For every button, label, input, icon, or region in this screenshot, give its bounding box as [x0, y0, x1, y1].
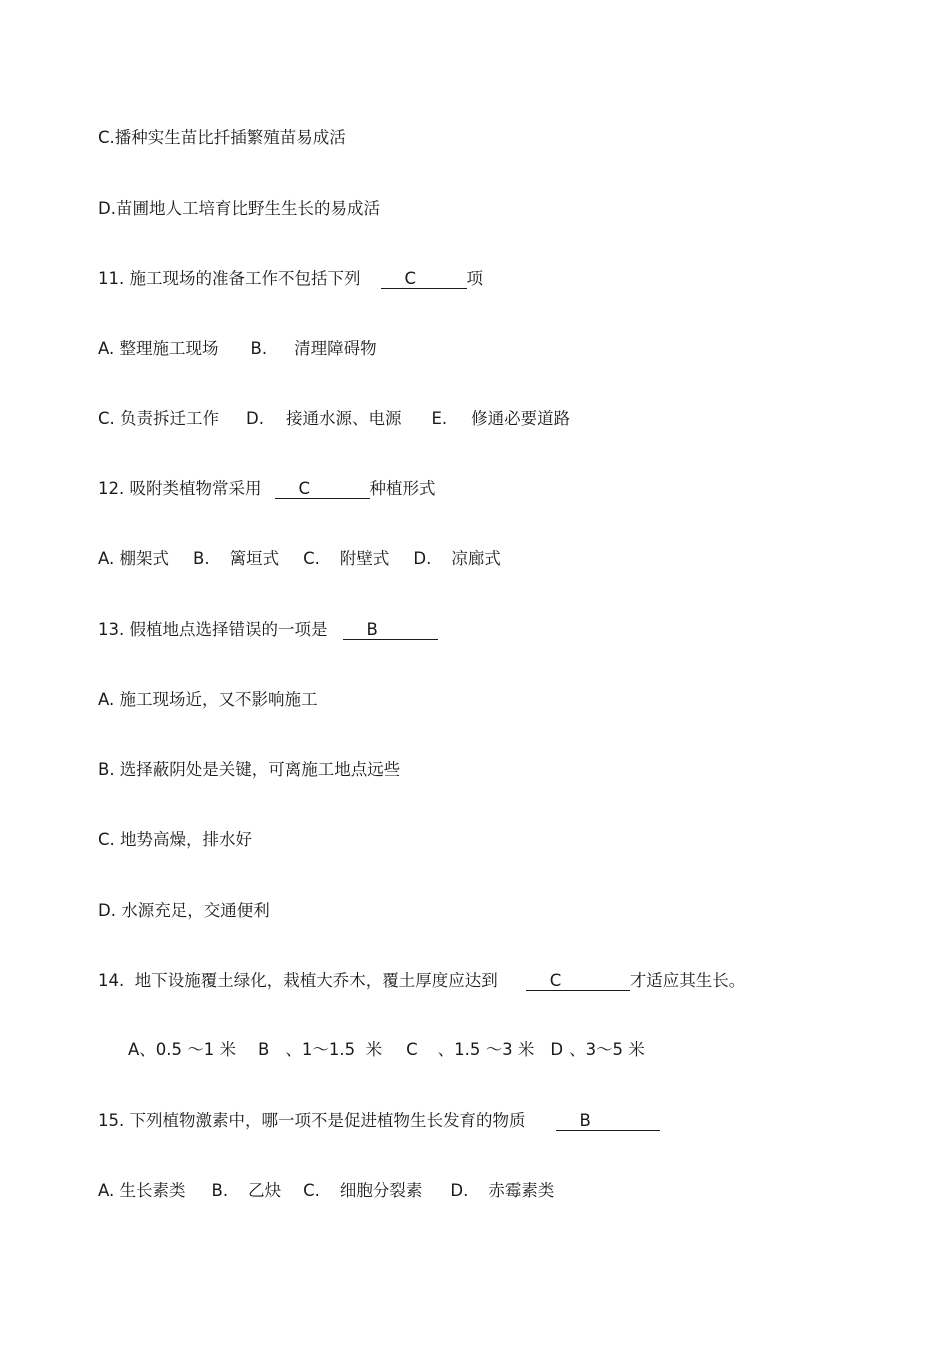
- q15-option-c: 细胞分裂素: [339, 1181, 423, 1200]
- q12-option-a: A. 棚架式: [98, 549, 169, 568]
- q11-options-row2: [98, 408, 570, 430]
- question-15: [98, 1110, 660, 1132]
- q15-options: [98, 1180, 554, 1202]
- q14-option-a: A、0.5 ～1 米: [128, 1040, 237, 1059]
- q15-option-a: A. 生长素类: [98, 1181, 186, 1200]
- q10-option-c: C.播种实生苗比扦插繁殖苗易成活: [98, 128, 346, 147]
- question-13-stem: 13. 假植地点选择错误的一项是: [98, 620, 328, 639]
- q15-option-b-label: B.: [211, 1181, 229, 1200]
- q11-options-row1: [98, 338, 377, 360]
- q14-option-b-label: B: [258, 1040, 270, 1059]
- q14-option-d-label: D: [550, 1040, 564, 1059]
- q13-option-b: B. 选择蔽阴处是关键，可离施工地点远些: [98, 760, 401, 779]
- question-11-tail: 项: [466, 269, 483, 288]
- question-12: [98, 478, 436, 500]
- question-14: [98, 970, 745, 992]
- q12-option-c-label: C.: [303, 549, 320, 568]
- question-14-tail: 才适应其生长。: [629, 971, 746, 990]
- q12-options: [98, 548, 501, 570]
- question-12-stem: 12. 吸附类植物常采用: [98, 479, 262, 498]
- q11-option-b: 清理障碍物: [294, 339, 377, 358]
- q11-option-a: A. 整理施工现场: [98, 339, 219, 358]
- question-15-stem: 15. 下列植物激素中，哪一项不是促进植物生长发育的物质: [98, 1111, 526, 1130]
- answer-12: C: [298, 479, 311, 498]
- answer-13: B: [366, 620, 378, 639]
- q11-option-d-label: D.: [246, 409, 264, 428]
- q10-option-d: D.苗圃地人工培育比野生生长的易成活: [98, 199, 380, 218]
- question-14-stem: 14. 地下设施覆土绿化，栽植大乔木，覆土厚度应达到: [98, 971, 498, 990]
- q14-option-c: 、1.5 ～3 米: [437, 1040, 535, 1059]
- q12-option-d: 凉廊式: [451, 549, 501, 568]
- q12-option-b: 篱垣式: [229, 549, 280, 568]
- q15-option-d-label: D.: [450, 1181, 469, 1200]
- question-12-tail: 种植形式: [369, 479, 436, 498]
- answer-blank-15: [556, 1110, 660, 1131]
- answer-blank-11: [381, 268, 467, 289]
- answer-blank-13: [343, 619, 438, 640]
- q14-option-b: 、1～1.5 米: [285, 1040, 383, 1059]
- answer-blank-12: [275, 478, 370, 499]
- q11-option-b-label: B.: [250, 339, 268, 358]
- q12-option-c: 附壁式: [339, 549, 390, 568]
- answer-blank-14: [526, 970, 630, 991]
- q13-option-d: D. 水源充足，交通便利: [98, 901, 270, 920]
- q15-option-b: 乙炔: [248, 1181, 282, 1200]
- answer-15: B: [579, 1111, 591, 1130]
- answer-14: C: [549, 971, 562, 990]
- q11-option-e: 修通必要道路: [471, 409, 571, 428]
- q13-option-a: A. 施工现场近，又不影响施工: [98, 690, 318, 709]
- q14-option-d: 、3～5 米: [569, 1040, 645, 1059]
- q12-option-b-label: B.: [193, 549, 210, 568]
- q12-option-d-label: D.: [413, 549, 432, 568]
- q14-options: [128, 1039, 645, 1061]
- q11-option-d: 接通水源、电源: [285, 409, 402, 428]
- answer-11: C: [404, 269, 417, 288]
- q13-option-c: C. 地势高燥，排水好: [98, 830, 253, 849]
- q15-option-d: 赤霉素类: [488, 1181, 555, 1200]
- q11-option-c: C. 负责拆迁工作: [98, 409, 220, 428]
- q14-option-c-label: C: [406, 1040, 418, 1059]
- question-11: [98, 268, 483, 290]
- q15-option-c-label: C.: [303, 1181, 320, 1200]
- question-13: [98, 619, 438, 641]
- q11-option-e-label: E.: [431, 409, 448, 428]
- question-11-stem: 11. 施工现场的准备工作不包括下列: [98, 269, 361, 288]
